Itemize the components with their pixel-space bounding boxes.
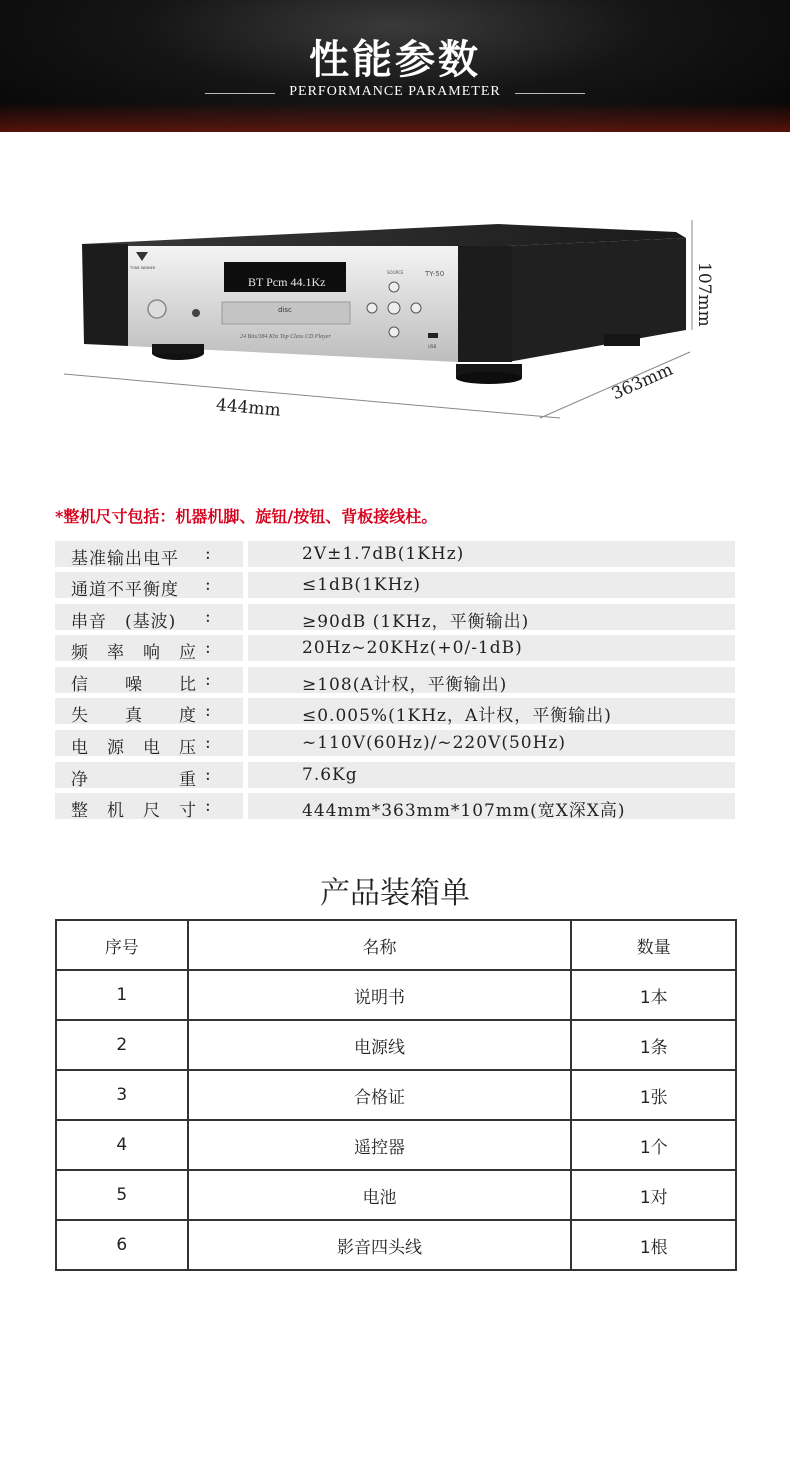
up-button bbox=[389, 282, 399, 292]
table-row bbox=[56, 970, 736, 1020]
power-button bbox=[148, 300, 166, 318]
spec-value: 444mm*363mm*107mm(宽X深X高) bbox=[302, 801, 626, 821]
spec-colon: : bbox=[205, 607, 211, 627]
spec-label: 串音 (基波) bbox=[71, 612, 177, 632]
column-header-index: 序号 bbox=[56, 920, 188, 970]
packing-list-table bbox=[55, 919, 737, 1271]
disc-label: disc bbox=[278, 306, 292, 314]
cell-index: 4 bbox=[56, 1120, 188, 1170]
cell-index: 5 bbox=[56, 1170, 188, 1220]
spec-row bbox=[55, 572, 735, 598]
cell-index: 3 bbox=[56, 1070, 188, 1120]
table-row bbox=[56, 1070, 736, 1120]
cell-name: 电源线 bbox=[188, 1020, 572, 1070]
spec-label: 电 源 电 压 bbox=[71, 738, 197, 758]
cell-name: 影音四头线 bbox=[188, 1220, 572, 1270]
spec-separator bbox=[243, 635, 248, 661]
front-right-foot-base bbox=[456, 372, 522, 384]
spec-row bbox=[55, 730, 735, 756]
spec-row bbox=[55, 541, 735, 567]
cell-index: 1 bbox=[56, 970, 188, 1020]
panel-tagline: 24 Bits/384 Khz Top Class CD Player bbox=[240, 334, 331, 340]
cell-quantity: 1根 bbox=[571, 1220, 736, 1270]
right-button bbox=[411, 303, 421, 313]
spec-label: 失 真 度 bbox=[71, 706, 197, 726]
page-subtitle: PERFORMANCE PARAMETER bbox=[289, 84, 501, 99]
spec-row bbox=[55, 635, 735, 661]
spec-label: 通道不平衡度 bbox=[71, 580, 179, 600]
spec-row bbox=[55, 698, 735, 724]
header-glow bbox=[0, 102, 790, 132]
spec-colon: : bbox=[205, 544, 211, 564]
packing-list-title: 产品装箱单 bbox=[320, 876, 470, 911]
page-header bbox=[0, 0, 790, 132]
spec-separator bbox=[243, 541, 248, 567]
standby-led bbox=[192, 309, 200, 317]
size-note: *整机尺寸包括：机器机脚、旋钮/按钮、背板接线柱。 bbox=[55, 507, 438, 526]
spec-row bbox=[55, 762, 735, 788]
page-title: 性能参数 bbox=[309, 37, 481, 83]
spec-value: 2V±1.7dB(1KHz) bbox=[302, 544, 465, 564]
cell-quantity: 1对 bbox=[571, 1170, 736, 1220]
display-text: BT Pcm 44.1Kz bbox=[248, 275, 326, 289]
cell-index: 6 bbox=[56, 1220, 188, 1270]
spec-separator bbox=[243, 762, 248, 788]
spec-value: 20Hz~20KHz(+0/-1dB) bbox=[302, 638, 523, 658]
usb-label: USB bbox=[428, 344, 437, 349]
spec-row bbox=[55, 793, 735, 819]
usb-port bbox=[428, 333, 438, 338]
cell-quantity: 1个 bbox=[571, 1120, 736, 1170]
column-header-name: 名称 bbox=[188, 920, 572, 970]
left-pillar bbox=[82, 244, 128, 346]
back-right-foot bbox=[604, 334, 640, 346]
cell-name: 遥控器 bbox=[188, 1120, 572, 1170]
spec-separator bbox=[243, 572, 248, 598]
column-header-quantity: 数量 bbox=[571, 920, 736, 970]
width-dimension: 444mm bbox=[215, 395, 282, 421]
spec-separator bbox=[243, 604, 248, 630]
cd-player-image bbox=[0, 200, 790, 440]
cell-name: 电池 bbox=[188, 1170, 572, 1220]
subtitle-rule-right bbox=[515, 93, 585, 94]
cell-name: 合格证 bbox=[188, 1070, 572, 1120]
case-side bbox=[508, 238, 686, 362]
spec-value: ≥108(A计权，平衡输出) bbox=[302, 675, 508, 695]
spec-separator bbox=[243, 793, 248, 819]
depth-dimension: 363mm bbox=[608, 359, 676, 405]
cell-quantity: 1张 bbox=[571, 1070, 736, 1120]
spec-separator bbox=[243, 698, 248, 724]
spec-colon: : bbox=[205, 638, 211, 658]
spec-value: 7.6Kg bbox=[302, 765, 358, 785]
spec-value: ≤0.005%(1KHz，A计权，平衡输出) bbox=[302, 706, 612, 726]
product-illustration bbox=[0, 200, 790, 440]
enter-button bbox=[388, 302, 400, 314]
table-header-row bbox=[56, 920, 736, 970]
spec-colon: : bbox=[205, 796, 211, 816]
front-left-foot-body bbox=[152, 344, 204, 354]
table-row bbox=[56, 1170, 736, 1220]
spec-label: 整 机 尺 寸 bbox=[71, 801, 197, 821]
spec-colon: : bbox=[205, 575, 211, 595]
spec-label: 基准输出电平 bbox=[71, 549, 179, 569]
left-button bbox=[367, 303, 377, 313]
down-button bbox=[389, 327, 399, 337]
spec-label: 净 重 bbox=[71, 770, 197, 790]
spec-label: 信 噪 比 bbox=[71, 675, 197, 695]
spec-separator bbox=[243, 667, 248, 693]
spec-value: ≥90dB (1KHz，平衡输出) bbox=[302, 612, 530, 632]
spec-colon: : bbox=[205, 670, 211, 690]
spec-colon: : bbox=[205, 733, 211, 753]
table-row bbox=[56, 1020, 736, 1070]
spec-colon: : bbox=[205, 765, 211, 785]
spec-value: ~110V(60Hz)/~220V(50Hz) bbox=[302, 733, 567, 753]
cell-name: 说明书 bbox=[188, 970, 572, 1020]
spec-row bbox=[55, 667, 735, 693]
source-label: SOURCE bbox=[387, 270, 404, 275]
cell-quantity: 1本 bbox=[571, 970, 736, 1020]
model-text: TY-50 bbox=[425, 270, 445, 278]
spec-label: 频 率 响 应 bbox=[71, 643, 197, 663]
cell-index: 2 bbox=[56, 1020, 188, 1070]
spec-separator bbox=[243, 730, 248, 756]
spec-colon: : bbox=[205, 701, 211, 721]
right-pillar bbox=[458, 246, 512, 362]
cell-quantity: 1条 bbox=[571, 1020, 736, 1070]
height-dimension: 107mm bbox=[694, 262, 714, 327]
spec-row bbox=[55, 604, 735, 630]
spec-value: ≤1dB(1KHz) bbox=[302, 575, 421, 595]
table-row bbox=[56, 1220, 736, 1270]
table-row bbox=[56, 1120, 736, 1170]
brand-text: TONE WINNER bbox=[130, 266, 156, 270]
